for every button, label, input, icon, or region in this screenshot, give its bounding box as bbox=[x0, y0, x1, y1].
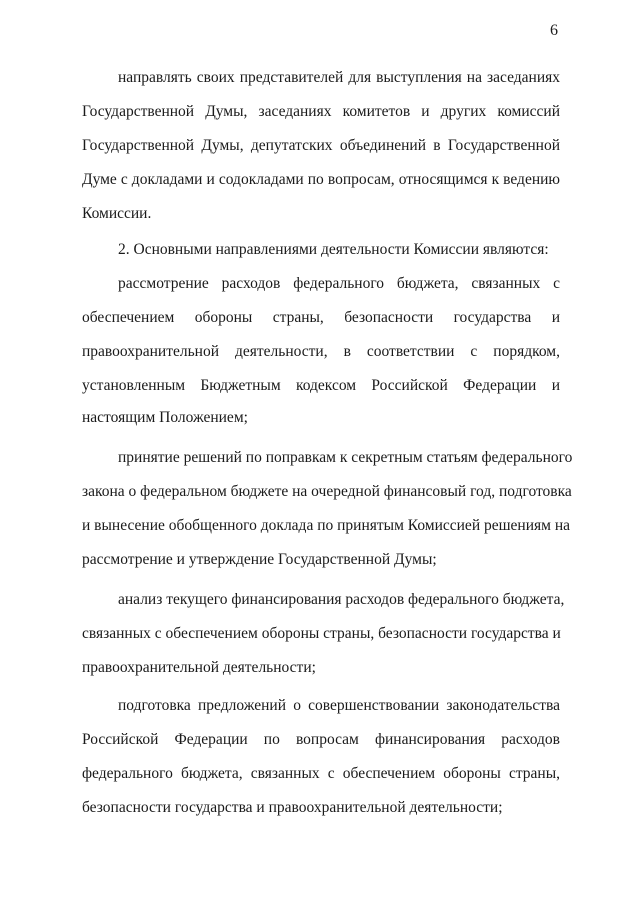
text-line: обеспечением обороны страны, безопасности государства и bbox=[82, 309, 560, 326]
text-line: подготовка предложений о совершенствовании законодательства bbox=[118, 697, 560, 714]
page-number: 6 bbox=[550, 22, 558, 39]
text-line: направлять своих представителей для выступления на заседаниях bbox=[118, 69, 560, 86]
text-line: рассмотрение расходов федерального бюджета, связанных с bbox=[118, 275, 560, 292]
text-line: правоохранительной деятельности, в соответствии с порядком, bbox=[82, 343, 560, 360]
text-line: Государственной Думы, депутатских объединений в Государственной bbox=[82, 137, 560, 154]
text-line: Думе с докладами и содокладами по вопросам, относящимся к ведению bbox=[82, 171, 560, 188]
text-line: закона о федеральном бюджете на очередной финансовый год, подготовка bbox=[82, 483, 572, 500]
text-line: Комиссии. bbox=[82, 205, 152, 222]
text-line: связанных с обеспечением обороны страны, безопасности государства и bbox=[82, 625, 561, 642]
text-line: установленным Бюджетным кодексом Российской Федерации и bbox=[82, 377, 560, 394]
text-line: Государственной Думы, заседаниях комитетов и других комиссий bbox=[82, 103, 560, 120]
text-line: и вынесение обобщенного доклада по принятым Комиссией решениям на bbox=[82, 517, 571, 534]
text-line: настоящим Положением; bbox=[82, 409, 248, 426]
text-line: правоохранительной деятельности; bbox=[82, 659, 316, 676]
text-line: федерального бюджета, связанных с обеспечением обороны страны, bbox=[82, 765, 560, 782]
text-line: безопасности государства и правоохранительной деятельности; bbox=[82, 799, 503, 816]
text-line: 2. Основными направлениями деятельности Комиссии являются: bbox=[118, 241, 549, 258]
text-line: принятие решений по поправкам к секретным статьям федерального bbox=[118, 449, 573, 466]
text-line: рассмотрение и утверждение Государственной Думы; bbox=[82, 551, 437, 568]
text-line: анализ текущего финансирования расходов федерального бюджета, bbox=[118, 591, 565, 608]
text-line: Российской Федерации по вопросам финансирования расходов bbox=[82, 731, 560, 748]
